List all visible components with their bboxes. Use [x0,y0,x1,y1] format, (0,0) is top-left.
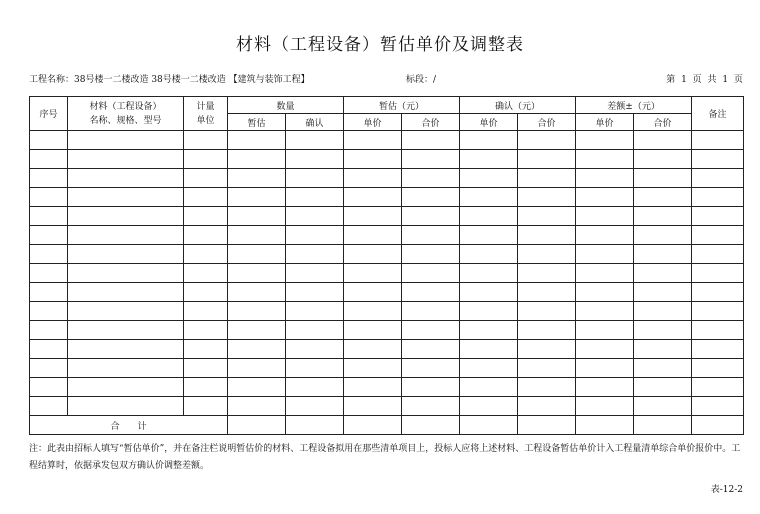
table-cell [634,264,692,283]
table-cell [184,245,228,264]
table-cell [30,169,68,188]
table-cell [576,359,634,378]
table-cell [518,359,576,378]
table-cell [68,340,184,359]
table-row [30,150,744,169]
table-cell [30,207,68,226]
table-cell [286,359,344,378]
table-cell [576,131,634,150]
table-cell [286,188,344,207]
table-cell [68,169,184,188]
table-cell [68,359,184,378]
table-cell [576,378,634,397]
table-cell [576,169,634,188]
table-cell [228,340,286,359]
table-cell [68,150,184,169]
table-cell [68,188,184,207]
form-number: 表-12-2 [710,485,743,495]
table-cell [344,321,402,340]
table-cell [460,226,518,245]
header-difference: 差额±（元） [576,97,692,114]
table-cell [286,397,344,416]
table-cell [634,378,692,397]
table-cell [184,321,228,340]
table-cell [30,321,68,340]
table-cell [634,340,692,359]
table-cell [286,283,344,302]
table-cell [576,188,634,207]
table-cell [184,207,228,226]
header-provisional: 暂估（元） [344,97,460,114]
table-cell [286,378,344,397]
table-cell [460,359,518,378]
page-title: 材料（工程设备）暂估单价及调整表 [236,35,524,55]
project-name: 工程名称：38号楼一二楼改造 38号楼一二楼改造 【建筑与装饰工程】 [29,75,310,85]
table-cell [518,169,576,188]
table-cell [402,188,460,207]
table-cell [184,283,228,302]
table-cell [30,283,68,302]
table-cell [634,302,692,321]
table-cell [68,264,184,283]
table-cell [228,188,286,207]
table-cell [184,397,228,416]
table-cell [30,264,68,283]
table-cell [460,150,518,169]
table-cell [692,150,744,169]
footnote: 注：此表由招标人填写“暂估单价”，并在备注栏说明暂估价的材料、工程设备拟用在那些清单项目上，投标人应将上述材料、工程设备暂估单价计入工程量清单综合单价报价中。工程结算时，依据承发包双方确认价调整差额。 [29,444,741,471]
table-row [30,283,744,302]
total-cell [228,416,286,435]
table-cell [344,340,402,359]
header-diff-total-price: 合价 [634,114,692,131]
table-cell [344,169,402,188]
table-cell [402,264,460,283]
table-cell [692,131,744,150]
table-cell [30,226,68,245]
table-row [30,207,744,226]
table-row [30,397,744,416]
table-cell [344,131,402,150]
table-cell [184,150,228,169]
material-price-table [29,96,744,435]
table-cell [576,150,634,169]
table-cell [344,397,402,416]
table-cell [184,169,228,188]
table-cell [460,264,518,283]
table-cell [692,169,744,188]
table-cell [460,321,518,340]
table-cell [402,169,460,188]
table-cell [402,226,460,245]
table-cell [286,302,344,321]
table-cell [286,207,344,226]
table-cell [286,150,344,169]
table-cell [30,340,68,359]
table-cell [576,321,634,340]
table-cell [460,340,518,359]
table-row [30,302,744,321]
header-diff-unit-price: 单价 [576,114,634,131]
total-cell [460,416,518,435]
table-cell [692,340,744,359]
table-cell [286,226,344,245]
table-cell [286,340,344,359]
table-cell [228,150,286,169]
table-cell [692,188,744,207]
table-cell [692,226,744,245]
table-cell [228,207,286,226]
table-cell [634,169,692,188]
table-row [30,321,744,340]
table-cell [68,283,184,302]
header-conf-total-price: 合价 [518,114,576,131]
header-quantity: 数量 [228,97,344,114]
header-material [68,97,184,131]
table-cell [228,359,286,378]
total-cell [344,416,402,435]
table-row [30,340,744,359]
header-unit-line2: 单位 [196,115,215,126]
table-cell [68,207,184,226]
table-cell [692,283,744,302]
table-cell [228,378,286,397]
table-cell [402,283,460,302]
table-cell [518,264,576,283]
header-unit-line1: 计量 [196,101,215,112]
table-cell [402,321,460,340]
table-cell [68,321,184,340]
table-cell [184,226,228,245]
total-label: 合 计 [30,416,228,435]
table-cell [460,245,518,264]
table-cell [634,359,692,378]
table-cell [184,378,228,397]
table-cell [344,150,402,169]
table-cell [576,207,634,226]
table-cell [692,359,744,378]
table-cell [228,169,286,188]
table-cell [344,283,402,302]
table-cell [344,245,402,264]
header-qty-provisional: 暂估 [228,114,286,131]
table-cell [402,207,460,226]
table-cell [460,283,518,302]
table-cell [634,188,692,207]
table-cell [518,207,576,226]
table-cell [518,283,576,302]
header-remarks: 备注 [692,97,744,131]
table-cell [228,226,286,245]
table-cell [518,321,576,340]
table-cell [184,188,228,207]
table-cell [344,302,402,321]
table-cell [402,359,460,378]
table-cell [402,340,460,359]
table-cell [692,245,744,264]
table-cell [692,321,744,340]
table-cell [30,359,68,378]
table-cell [30,397,68,416]
table-cell [344,359,402,378]
table-cell [460,378,518,397]
table-cell [518,397,576,416]
table-cell [228,283,286,302]
table-cell [344,188,402,207]
table-row [30,226,744,245]
table-row [30,245,744,264]
table-cell [30,245,68,264]
table-cell [634,207,692,226]
header-seq: 序号 [30,97,68,131]
table-cell [576,302,634,321]
table-cell [344,378,402,397]
table-row [30,188,744,207]
total-cell [634,416,692,435]
table-cell [518,245,576,264]
table-cell [402,378,460,397]
table-cell [68,245,184,264]
total-row [30,416,744,435]
table-cell [286,321,344,340]
table-cell [460,188,518,207]
table-cell [634,226,692,245]
table-cell [344,264,402,283]
table-cell [576,397,634,416]
total-cell [692,416,744,435]
table-cell [184,340,228,359]
table-cell [402,302,460,321]
table-cell [286,169,344,188]
table-cell [634,150,692,169]
table-cell [634,321,692,340]
table-cell [576,226,634,245]
table-cell [692,378,744,397]
header-prov-total-price: 合价 [402,114,460,131]
header-conf-unit-price: 单价 [460,114,518,131]
table-cell [634,245,692,264]
header-material-line1: 材料（工程设备） [89,101,162,112]
table-cell [692,302,744,321]
table-cell [184,264,228,283]
table-cell [30,131,68,150]
total-cell [286,416,344,435]
table-cell [68,131,184,150]
page-indicator: 第 1 页 共 1 页 [666,75,743,85]
table-cell [576,264,634,283]
table-cell [68,378,184,397]
table-cell [402,131,460,150]
table-cell [30,302,68,321]
table-cell [460,131,518,150]
table-cell [460,302,518,321]
table-cell [228,131,286,150]
table-cell [518,188,576,207]
table-cell [576,340,634,359]
table-cell [184,359,228,378]
table-cell [518,131,576,150]
table-cell [518,150,576,169]
table-cell [634,397,692,416]
header-unit [184,97,228,131]
table-cell [228,245,286,264]
table-cell [576,245,634,264]
table-row [30,378,744,397]
table-cell [286,264,344,283]
table-cell [68,226,184,245]
table-cell [286,131,344,150]
header-confirmed: 确认（元） [460,97,576,114]
table-cell [228,264,286,283]
meta-line [29,72,743,86]
table-cell [184,131,228,150]
table-cell [692,207,744,226]
table-cell [634,283,692,302]
table-cell [634,131,692,150]
section-label: 标段：/ [406,75,437,85]
table-cell [184,302,228,321]
table-row [30,131,744,150]
table-cell [518,340,576,359]
table-cell [460,207,518,226]
table-cell [518,226,576,245]
table-cell [402,397,460,416]
header-material-line2: 名称、规格、型号 [89,115,162,126]
table-cell [68,397,184,416]
table-cell [460,169,518,188]
table-cell [460,397,518,416]
table-cell [286,245,344,264]
table-cell [402,245,460,264]
table-cell [30,188,68,207]
table-cell [30,150,68,169]
table-cell [518,302,576,321]
table-cell [344,207,402,226]
header-row-1 [30,97,744,114]
table-cell [402,150,460,169]
table-cell [692,264,744,283]
table-row [30,169,744,188]
table-cell [344,226,402,245]
total-cell [576,416,634,435]
table-cell [68,302,184,321]
table-cell [576,283,634,302]
table-row [30,264,744,283]
table-cell [30,378,68,397]
total-cell [402,416,460,435]
table-cell [518,378,576,397]
header-prov-unit-price: 单价 [344,114,402,131]
table-cell [228,321,286,340]
table-cell [228,397,286,416]
table-cell [692,397,744,416]
total-cell [518,416,576,435]
table-row [30,359,744,378]
table-cell [228,302,286,321]
header-qty-confirmed: 确认 [286,114,344,131]
